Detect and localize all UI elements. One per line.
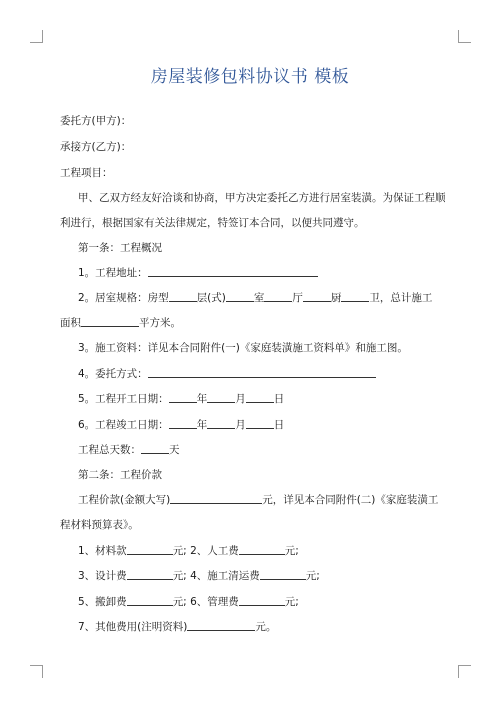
material-fee-label: 1、材料款 xyxy=(78,545,127,557)
item-1-address xyxy=(78,261,463,285)
price-label: 工程价款(金额大写) xyxy=(78,494,171,506)
management-fee-label: 元; 6、管理费 xyxy=(172,596,239,608)
item-1-label: 1。工程地址： xyxy=(78,267,148,279)
labor-fee-unit: 元; xyxy=(284,545,299,557)
cleanup-fee-unit: 元; xyxy=(305,570,320,582)
start-month-blank[interactable] xyxy=(207,391,235,403)
total-days-unit: 天 xyxy=(169,444,180,456)
item-2-area xyxy=(60,311,445,335)
management-fee-unit: 元; xyxy=(284,596,299,608)
item-4-method xyxy=(78,362,463,386)
area-unit: 平方米。 xyxy=(139,317,181,329)
end-day-blank[interactable] xyxy=(246,417,274,429)
fee-line-2 xyxy=(78,564,463,588)
party-a-line: 委托方(甲方)： xyxy=(60,115,132,127)
bath-blank[interactable] xyxy=(341,290,369,302)
price-suffix: 元，详见本合同附件(二)《家庭装潢工 xyxy=(262,494,439,506)
crop-mark-bottom-left xyxy=(30,665,43,678)
intro-line-1: 甲、乙双方经友好洽谈和协商，甲方决定委托乙方进行居室装潢。为保证工程顺 xyxy=(78,192,446,204)
end-date-label: 6。工程竣工日期： xyxy=(78,419,169,431)
design-fee-blank[interactable] xyxy=(127,568,173,580)
material-fee-blank[interactable] xyxy=(127,543,173,555)
address-blank[interactable] xyxy=(148,265,318,277)
item-5-start-date xyxy=(78,387,463,411)
crop-mark-top-left xyxy=(30,30,43,43)
project-line: 工程项目： xyxy=(60,167,113,179)
item-2-room-unit: 室 xyxy=(253,292,265,304)
labor-fee-label: 元; 2、人工费 xyxy=(172,545,239,557)
item-2-label: 2。居室规格：房型 xyxy=(78,292,169,304)
area-blank[interactable] xyxy=(81,315,139,327)
item-2-layout xyxy=(78,286,463,310)
other-fee-label: 7、其他费用(注明资料) xyxy=(78,621,188,633)
item-2-floor-unit: 层(式) xyxy=(196,292,226,304)
start-month-unit: 月 xyxy=(235,393,246,405)
moving-fee-blank[interactable] xyxy=(127,594,173,606)
floor-blank[interactable] xyxy=(169,290,197,302)
end-month-unit: 月 xyxy=(235,419,246,431)
method-blank[interactable] xyxy=(148,366,376,378)
end-day-unit: 日 xyxy=(273,419,285,431)
total-days-line xyxy=(78,438,463,462)
other-fee-unit: 元。 xyxy=(255,621,277,633)
item-2-bath-unit: 卫，总计施工 xyxy=(369,292,433,304)
start-day-unit: 日 xyxy=(273,393,285,405)
hall-blank[interactable] xyxy=(264,290,292,302)
crop-mark-bottom-right xyxy=(458,665,471,678)
crop-mark-top-right xyxy=(458,30,471,43)
fee-line-4 xyxy=(78,615,463,639)
article-2-heading: 第二条：工程价款 xyxy=(78,469,162,481)
price-line-1 xyxy=(78,488,463,512)
kitchen-blank[interactable] xyxy=(303,290,331,302)
labor-fee-blank[interactable] xyxy=(239,543,285,555)
area-label: 面积 xyxy=(60,317,81,329)
moving-fee-label: 5、搬卸费 xyxy=(78,596,127,608)
article-1-heading: 第一条：工程概况 xyxy=(78,242,162,254)
total-days-blank[interactable] xyxy=(141,442,169,454)
document-title: 房屋装修包料协议书 模板 xyxy=(150,67,350,87)
price-line-2: 程材料预算表》。 xyxy=(60,519,139,531)
total-days-label: 工程总天数： xyxy=(78,444,141,456)
intro-line-2: 利进行，根据国家有关法律规定，特签订本合同，以便共同遵守。 xyxy=(60,217,365,229)
other-fee-blank[interactable] xyxy=(187,619,255,631)
end-month-blank[interactable] xyxy=(207,417,235,429)
management-fee-blank[interactable] xyxy=(239,594,285,606)
item-3-materials: 3。施工资料：详见本合同附件(一)《家庭装潢施工资料单》和施工图。 xyxy=(78,342,408,354)
end-year-unit: 年 xyxy=(196,419,208,431)
room-blank[interactable] xyxy=(226,290,254,302)
start-date-label: 5。工程开工日期： xyxy=(78,393,169,405)
fee-line-3 xyxy=(78,590,463,614)
start-year-blank[interactable] xyxy=(169,391,197,403)
item-2-hall-unit: 厅 xyxy=(292,292,303,304)
item-4-label: 4。委托方式： xyxy=(78,368,148,380)
design-fee-label: 3、设计费 xyxy=(78,570,127,582)
price-amount-blank[interactable] xyxy=(170,492,262,504)
end-year-blank[interactable] xyxy=(169,417,197,429)
item-6-end-date xyxy=(78,413,463,437)
party-b-line: 承接方(乙方)： xyxy=(60,141,132,153)
cleanup-fee-label: 元; 4、施工清运费 xyxy=(172,570,260,582)
start-day-blank[interactable] xyxy=(246,391,274,403)
cleanup-fee-blank[interactable] xyxy=(260,568,306,580)
fee-line-1 xyxy=(78,539,463,563)
item-2-kitchen-unit: 厨 xyxy=(330,292,342,304)
start-year-unit: 年 xyxy=(196,393,208,405)
